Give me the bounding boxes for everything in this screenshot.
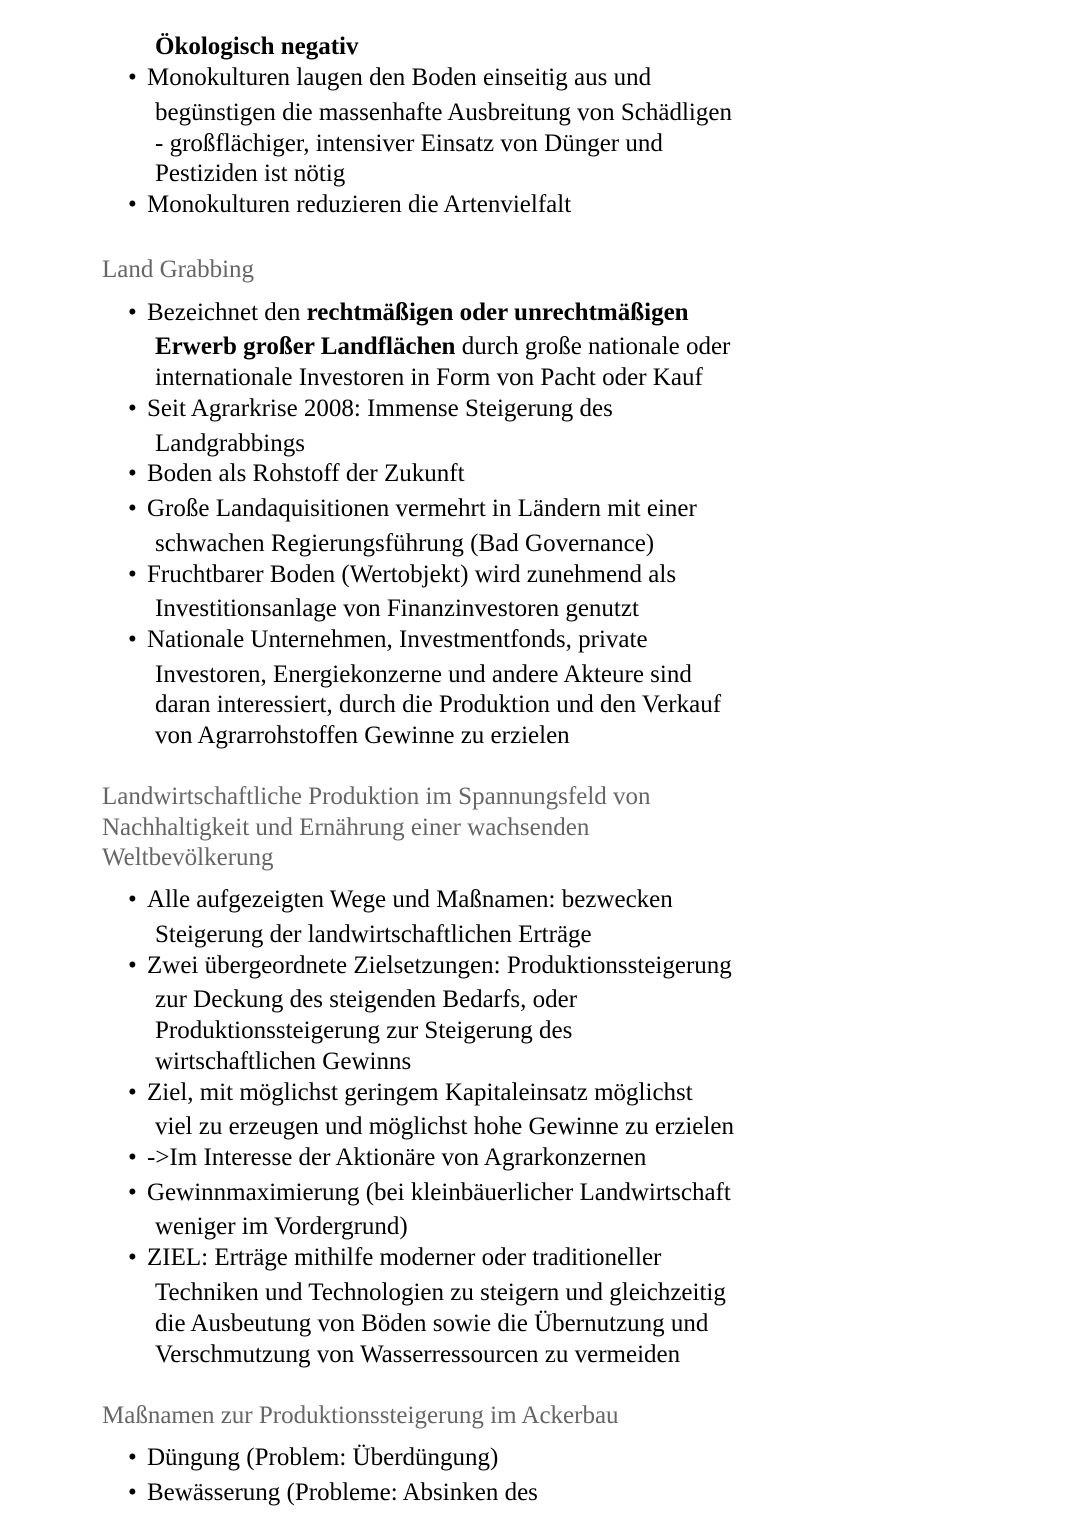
text: ZIEL: Erträge mithilfe moderner oder traditioneller xyxy=(147,1244,662,1271)
text: die Ausbeutung von Böden sowie die Übernutzung und xyxy=(155,1310,709,1337)
text: Weltbevölkerung xyxy=(102,844,274,871)
text: Ökologisch negativ xyxy=(155,33,359,60)
subheading xyxy=(155,32,359,62)
bullet-icon: • xyxy=(128,299,137,326)
text: Monokulturen laugen den Boden einseitig aus und xyxy=(147,64,652,91)
bullet-icon: • xyxy=(128,460,137,487)
text: ->Im Interesse der Aktionäre von Agrarkonzernen xyxy=(147,1144,647,1171)
list-item-line xyxy=(155,690,721,720)
text: Ziel, mit möglichst geringem Kapitaleinsatz möglichst xyxy=(147,1079,693,1106)
list-item-line xyxy=(155,98,732,128)
list-item-line xyxy=(147,625,648,655)
list-item-line xyxy=(155,920,592,950)
list-item-line xyxy=(155,529,654,559)
bold-text: rechtmäßigen oder unrechtmäßigen xyxy=(306,299,689,326)
text: Bewässerung (Probleme: Absinken des xyxy=(147,1479,538,1506)
text: Große Landaquisitionen vermehrt in Ländern mit einer xyxy=(147,495,697,522)
text: schwachen Regierungsführung (Bad Governance) xyxy=(155,530,655,557)
section-heading xyxy=(102,255,254,285)
text: von Agrarrohstoffen Gewinne zu erzielen xyxy=(155,722,570,749)
list-item-line xyxy=(147,190,571,220)
text: Pestiziden ist nötig xyxy=(155,160,346,187)
bullet-icon: • xyxy=(128,1079,137,1106)
list-item-line xyxy=(155,1112,734,1142)
list-item-line xyxy=(155,1340,680,1370)
bullet-icon: • xyxy=(128,395,137,422)
list-item-line xyxy=(147,951,732,981)
list-item-line xyxy=(147,459,465,489)
text: Monokulturen reduzieren die Artenvielfalt xyxy=(147,191,572,218)
list-item-line xyxy=(155,159,345,189)
text: wirtschaftlichen Gewinns xyxy=(155,1048,412,1075)
list-item-line xyxy=(155,594,639,624)
list-item-line xyxy=(155,1212,408,1242)
list-item-line xyxy=(147,1078,693,1108)
list-item-line xyxy=(147,1243,661,1273)
bullet-icon: • xyxy=(128,952,137,979)
text: begünstigen die massenhafte Ausbreitung von Schädligen xyxy=(155,99,732,126)
text: Landwirtschaftliche Produktion im Spannungsfeld von xyxy=(102,783,651,810)
list-item-line xyxy=(147,394,613,424)
text: weniger im Vordergrund) xyxy=(155,1213,408,1240)
list-item-line xyxy=(147,494,697,524)
list-item-line xyxy=(147,560,676,590)
bullet-icon: • xyxy=(128,64,137,91)
list-item-line xyxy=(155,1047,411,1077)
text: Investitionsanlage von Finanzinvestoren genutzt xyxy=(155,595,639,622)
list-item-line xyxy=(155,1278,726,1308)
list-item-line xyxy=(155,721,570,751)
list-item-line xyxy=(147,63,651,93)
list-item-line xyxy=(155,129,663,159)
text: Fruchtbarer Boden (Wertobjekt) wird zunehmend als xyxy=(147,561,677,588)
text: viel zu erzeugen und möglichst hohe Gewinne zu erzielen xyxy=(155,1113,734,1140)
bullet-icon: • xyxy=(128,1444,137,1471)
text: Zwei übergeordnete Zielsetzungen: Produktionssteigerung xyxy=(147,952,732,979)
text: Landgrabbings xyxy=(155,430,305,457)
section-heading xyxy=(102,782,651,812)
bullet-icon: • xyxy=(128,626,137,653)
text: Düngung (Problem: Überdüngung) xyxy=(147,1444,499,1471)
text: Bezeichnet den xyxy=(147,299,307,326)
list-item-line xyxy=(147,885,673,915)
bullet-icon: • xyxy=(128,1244,137,1271)
list-item-line xyxy=(155,985,577,1015)
bullet-icon: • xyxy=(128,1479,137,1506)
bold-text: Erwerb großer Landflächen xyxy=(155,333,456,360)
text: Verschmutzung von Wasserressourcen zu vermeiden xyxy=(155,1341,681,1368)
list-item-line xyxy=(155,1309,708,1339)
text: Alle aufgezeigten Wege und Maßnamen: bezwecken xyxy=(147,886,673,913)
text: durch große nationale oder xyxy=(455,333,731,360)
text: Seit Agrarkrise 2008: Immense Steigerung des xyxy=(147,395,613,422)
section-heading xyxy=(102,843,274,873)
text: Steigerung der landwirtschaftlichen Erträge xyxy=(155,921,592,948)
section-heading xyxy=(102,1401,619,1431)
list-item-line xyxy=(147,298,689,328)
text: Gewinnmaximierung (bei kleinbäuerlicher Landwirtschaft xyxy=(147,1179,731,1206)
list-item-line xyxy=(147,1143,646,1173)
text: internationale Investoren in Form von Pacht oder Kauf xyxy=(155,364,703,391)
text: Boden als Rohstoff der Zukunft xyxy=(147,460,465,487)
text: zur Deckung des steigenden Bedarfs, oder xyxy=(155,986,578,1013)
section-heading xyxy=(102,813,589,843)
bullet-icon: • xyxy=(128,1144,137,1171)
bullet-icon: • xyxy=(128,1179,137,1206)
text: Investoren, Energiekonzerne und andere Akteure sind xyxy=(155,661,692,688)
bullet-icon: • xyxy=(128,886,137,913)
text: Maßnamen zur Produktionssteigerung im Ackerbau xyxy=(102,1402,619,1429)
list-item-line xyxy=(147,1178,731,1208)
list-item-line xyxy=(147,1443,498,1473)
list-item-line xyxy=(147,1478,538,1508)
text: Produktionssteigerung zur Steigerung des xyxy=(155,1017,573,1044)
text: Land Grabbing xyxy=(102,256,255,283)
bullet-icon: • xyxy=(128,191,137,218)
text: Nationale Unternehmen, Investmentfonds, private xyxy=(147,626,648,653)
text: - großflächiger, intensiver Einsatz von Dünger und xyxy=(155,130,663,157)
list-item-line xyxy=(155,660,692,690)
text: daran interessiert, durch die Produktion und den Verkauf xyxy=(155,691,722,718)
text: Nachhaltigkeit und Ernährung einer wachsenden xyxy=(102,814,590,841)
bullet-icon: • xyxy=(128,495,137,522)
list-item-line xyxy=(155,363,703,393)
list-item-line xyxy=(155,429,305,459)
list-item-line xyxy=(155,332,730,362)
list-item-line xyxy=(155,1016,572,1046)
bullet-icon: • xyxy=(128,561,137,588)
text: Techniken und Technologien zu steigern und gleichzeitig xyxy=(155,1279,726,1306)
